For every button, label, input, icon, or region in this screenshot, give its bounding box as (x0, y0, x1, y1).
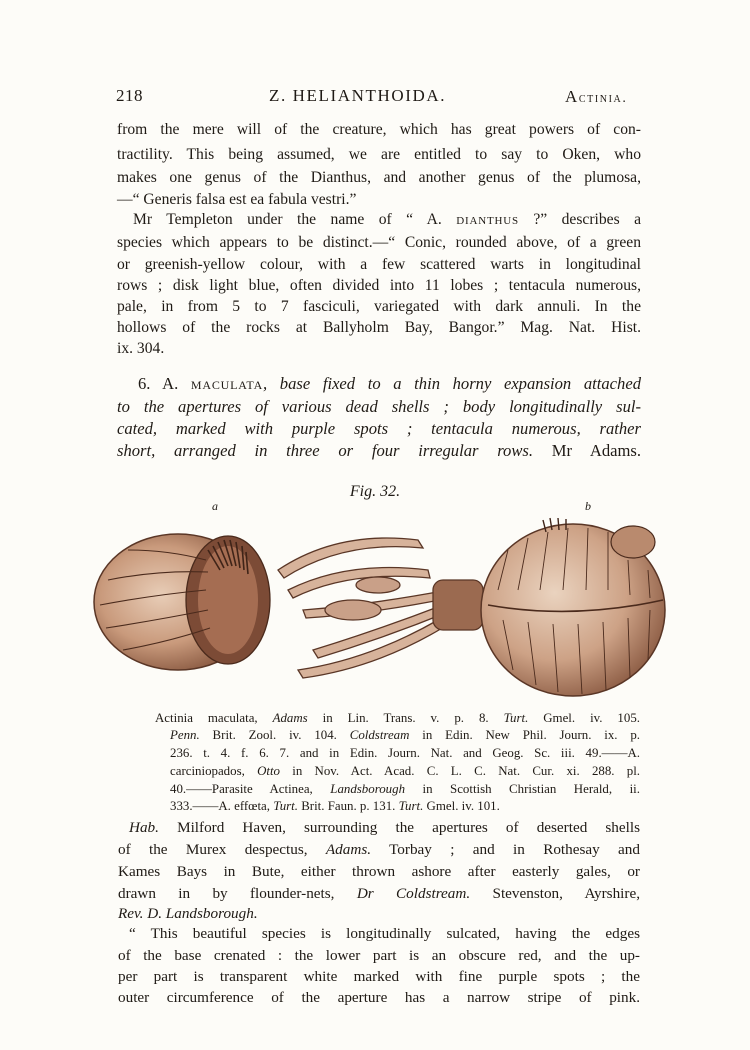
text-line: outer circumference of the aperture has a narrow stripe of pink. (118, 989, 640, 1006)
synonymy-line (170, 797, 640, 815)
italic-run: Rev. D. Landsborough. (118, 905, 258, 922)
section-title: Actinia. (565, 87, 628, 106)
habitat-line (129, 818, 640, 838)
text-run: 333.——A. effœta, (170, 799, 274, 813)
italic-run: Adams (272, 711, 308, 725)
text-line: rows ; disk light blue, often divided into 11 lobes ; tentacula numerous, (117, 277, 641, 294)
text-run: in Scottish Christian Herald, ii. (405, 782, 640, 796)
figure-label-b: b (585, 499, 591, 513)
text-run: Gmel. iv. 101. (423, 799, 500, 813)
figure-caption: Fig. 32. (349, 483, 401, 500)
anemone-illustration (88, 510, 678, 702)
text-run: of the Murex despectus, (118, 841, 326, 858)
synonymy-line (170, 726, 640, 744)
italic-run: Turt. (273, 799, 298, 813)
italic-run: Turt. (503, 711, 529, 725)
text-run: Milford Haven, surrounding the apertures of deserted shells (158, 819, 640, 836)
text-line: per part is transparent white marked with fine purple spots ; the (118, 968, 640, 985)
italic-run: Otto (257, 764, 280, 778)
text-line: tractility. This being assumed, we are entitled to say to Oken, who (117, 146, 641, 163)
text-run: drawn in by flounder-nets, (118, 885, 357, 902)
synonymy-line (170, 780, 640, 798)
text-run: Stevenston, Ayrshire, (470, 885, 641, 902)
text-line: Mr Templeton under the name of “ A. dianthus ?” describes a (133, 211, 642, 228)
italic-run: Hab. (129, 819, 159, 836)
text-line: makes one genus of the Dianthus, and another genus of the plumosa, (117, 169, 641, 186)
text-run: Kames Bays in Bute, either thrown ashore after easterly gales, or (118, 863, 640, 880)
diagnosis-line: to the apertures of various dead shells ; body longitudinally sul- (117, 397, 641, 416)
text-run: Torbay ; and in Rothesay and (371, 841, 640, 858)
text-line: from the mere will of the creature, which has great powers of con- (117, 121, 641, 138)
text-run: Brit. Zool. iv. 104. (199, 728, 350, 742)
text-line: of the base crenated : the lower part is an obscure red, and the up- (118, 947, 640, 964)
text-run: carciniopados, (170, 764, 258, 778)
synonymy-line (155, 709, 640, 727)
habitat-line (118, 840, 640, 860)
italic-run: Dr Coldstream. (356, 885, 471, 902)
text-run: in Lin. Trans. v. p. 8. (307, 711, 504, 725)
diagnosis-line: 6. A. maculata, base fixed to a thin horny expansion attached (138, 374, 641, 393)
hermit-crab (278, 538, 483, 678)
synonymy-line (170, 744, 640, 762)
synonymy-line (170, 762, 640, 780)
text-run: Actinia maculata, (155, 711, 273, 725)
text-run: 40.——Parasite Actinea, (170, 782, 331, 796)
habitat-line (118, 884, 640, 904)
text-line: or greenish-yellow colour, with a few scattered warts in longitudinal (117, 256, 641, 273)
text-run: Brit. Faun. p. 131. (297, 799, 399, 813)
italic-run: Adams. (325, 841, 372, 858)
diagnosis-line: short, arranged in three or four irregular rows. Mr Adams. (117, 441, 642, 460)
figure-illustration (88, 510, 678, 702)
figure-label-a: a (212, 499, 218, 513)
diagnosis-line: cated, marked with purple spots ; tentacula numerous, rather (117, 419, 641, 438)
text-line: —“ Generis falsa est ea fabula vestri.” (117, 191, 357, 208)
text-line: “ This beautiful species is longitudinally sulcated, having the edges (129, 925, 640, 942)
anemone-b (481, 518, 665, 696)
text-line: hollows of the rocks at Ballyholm Bay, Bangor.” Mag. Nat. Hist. (117, 319, 641, 336)
text-run: in Nov. Act. Acad. C. L. C. Nat. Cur. xi. 288. pl. (280, 764, 641, 778)
italic-run: Turt. (398, 799, 424, 813)
page-number: 218 (116, 86, 143, 105)
italic-run: Penn. (170, 728, 200, 742)
text-line: species which appears to be distinct.—“ Conic, rounded above, of a green (117, 234, 641, 251)
text-run: in Edin. New Phil. Journ. ix. p. (409, 728, 641, 742)
italic-run: Coldstream (349, 728, 410, 742)
text-run: 236. t. 4. f. 6. 7. and in Edin. Journ. Nat. and Geog. Sc. iii. 49.——A. (170, 746, 640, 760)
anemone-a (94, 534, 270, 670)
page-header (0, 86, 750, 110)
text-line: ix. 304. (117, 340, 165, 357)
habitat-line (118, 904, 640, 924)
text-line: pale, in from 5 to 7 fasciculi, variegated with dark annuli. In the (117, 298, 641, 315)
habitat-line (118, 862, 640, 882)
italic-run: Landsborough (330, 782, 406, 796)
text-run: Gmel. iv. 105. (528, 711, 640, 725)
running-title: Z. HELIANTHOIDA. (269, 86, 447, 105)
